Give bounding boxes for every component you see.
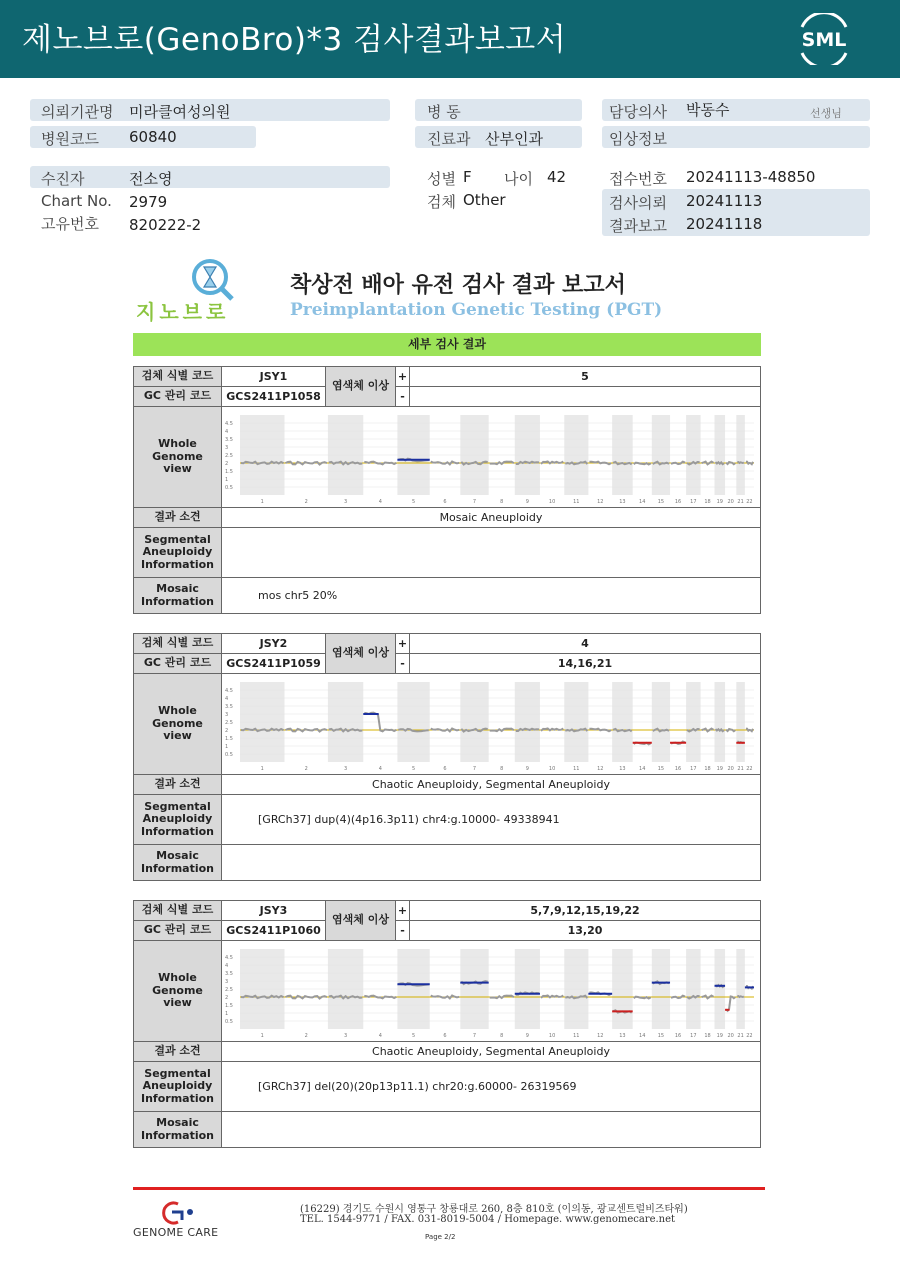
receipt-label: 접수번호 bbox=[609, 170, 667, 188]
sample-id-value: JSY1 bbox=[222, 367, 326, 386]
dept-label: 진료과 bbox=[427, 130, 471, 148]
y-tick-label: 4.5 bbox=[225, 955, 233, 961]
chart-no-value: 2979 bbox=[129, 193, 168, 211]
x-tick-label: 12 bbox=[597, 499, 604, 505]
x-tick-label: 3 bbox=[343, 766, 348, 772]
x-tick-label: 7 bbox=[472, 766, 477, 772]
x-tick-label: 21 bbox=[737, 1033, 744, 1039]
gc-code-value: GCS2411P1058 bbox=[222, 387, 326, 406]
x-tick-label: 6 bbox=[443, 766, 447, 772]
y-tick-label: 3.5 bbox=[225, 704, 233, 710]
copy-number-trace bbox=[541, 462, 563, 464]
section-title: 세부 검사 결과 bbox=[133, 333, 761, 356]
chart-no-label: Chart No. bbox=[41, 192, 112, 210]
doctor-suffix: 선생님 bbox=[810, 107, 842, 120]
copy-number-trace bbox=[541, 729, 563, 731]
copy-number-trace bbox=[589, 462, 611, 465]
x-tick-label: 3 bbox=[343, 499, 348, 505]
x-tick-label: 15 bbox=[657, 499, 665, 505]
x-tick-label: 1 bbox=[260, 499, 264, 505]
x-tick-label: 12 bbox=[597, 766, 604, 772]
gain-sign: + bbox=[396, 634, 410, 653]
ward-label: 병 동 bbox=[427, 103, 461, 121]
result-row bbox=[134, 1042, 760, 1062]
x-tick-label: 2 bbox=[304, 766, 308, 772]
x-tick-label: 22 bbox=[746, 1033, 753, 1039]
y-tick-label: 3 bbox=[225, 445, 229, 451]
mosaic-row bbox=[134, 578, 760, 613]
segmental-row bbox=[134, 1062, 760, 1112]
chromosome-abnormality-label: 염색체 이상 bbox=[326, 901, 396, 941]
x-tick-label: 13 bbox=[619, 766, 626, 772]
doctor-label: 담당의사 bbox=[609, 103, 667, 121]
x-tick-label: 11 bbox=[573, 766, 580, 772]
x-tick-label: 1 bbox=[260, 766, 264, 772]
x-tick-label: 22 bbox=[746, 499, 753, 505]
x-tick-label: 6 bbox=[443, 1033, 447, 1039]
hospital-code-label: 병원코드 bbox=[41, 130, 99, 148]
x-tick-label: 12 bbox=[597, 1033, 604, 1039]
x-tick-label: 1 bbox=[260, 1033, 264, 1039]
x-tick-label: 8 bbox=[500, 1033, 504, 1039]
y-tick-label: 3 bbox=[225, 979, 229, 985]
age-label: 나이 bbox=[504, 170, 533, 188]
copy-number-trace bbox=[541, 996, 563, 998]
sample-id-label: 검체 식별 코드 bbox=[134, 367, 222, 386]
copy-number-trace bbox=[364, 996, 396, 999]
gc-code-value: GCS2411P1060 bbox=[222, 921, 326, 940]
copy-number-trace bbox=[431, 729, 460, 732]
mosaic-row bbox=[134, 845, 760, 880]
x-tick-label: 19 bbox=[716, 766, 723, 772]
x-tick-label: 21 bbox=[737, 766, 744, 772]
genome-plot-svg bbox=[222, 941, 760, 1041]
report-date-value: 20241118 bbox=[686, 215, 763, 233]
gc-code-value: GCS2411P1059 bbox=[222, 654, 326, 673]
y-tick-label: 1.5 bbox=[225, 469, 233, 475]
copy-number-trace bbox=[746, 462, 753, 465]
x-tick-label: 16 bbox=[674, 766, 682, 772]
copy-number-trace bbox=[737, 996, 744, 997]
sample-id-label: 검체 식별 코드 bbox=[134, 901, 222, 920]
company-name: GENOME CARE bbox=[133, 1226, 219, 1239]
page-number: Page 2/2 bbox=[425, 1233, 456, 1241]
x-tick-label: 3 bbox=[343, 1033, 348, 1039]
y-tick-label: 1 bbox=[225, 477, 229, 483]
x-tick-label: 5 bbox=[411, 1033, 416, 1039]
result-value: Chaotic Aneuploidy, Segmental Aneuploidy bbox=[222, 1042, 760, 1061]
y-tick-label: 4.5 bbox=[225, 421, 233, 427]
y-tick-label: 2 bbox=[225, 995, 229, 1001]
x-tick-label: 17 bbox=[690, 499, 697, 505]
copy-number-trace bbox=[726, 997, 735, 1011]
y-tick-label: 4 bbox=[225, 963, 229, 969]
x-tick-label: 21 bbox=[737, 499, 744, 505]
sample-id-row bbox=[134, 367, 760, 387]
gc-code-label: GC 관리 코드 bbox=[134, 654, 222, 673]
y-tick-label: 1.5 bbox=[225, 736, 233, 742]
copy-number-trace bbox=[589, 729, 611, 732]
genome-plot bbox=[222, 941, 760, 1041]
x-tick-label: 9 bbox=[525, 766, 529, 772]
x-tick-label: 2 bbox=[304, 499, 308, 505]
genome-plot bbox=[222, 407, 760, 507]
gain-chromosomes: 5,7,9,12,15,19,22 bbox=[410, 901, 760, 920]
report-title: 착상전 배아 유전 검사 결과 보고서 bbox=[290, 273, 626, 298]
genome-view-row bbox=[134, 941, 760, 1042]
mosaic-label: Mosaic Information bbox=[134, 578, 222, 613]
segmental-value: [GRCh37] del(20)(20p13p11.1) chr20:g.60000- 26319569 bbox=[222, 1062, 760, 1111]
copy-number-trace bbox=[746, 729, 753, 732]
y-tick-label: 0.5 bbox=[225, 485, 233, 491]
genome-plot bbox=[222, 674, 760, 774]
gc-code-row bbox=[134, 921, 760, 941]
mosaic-label: Mosaic Information bbox=[134, 1112, 222, 1147]
gc-code-label: GC 관리 코드 bbox=[134, 921, 222, 940]
genome-view-row bbox=[134, 407, 760, 508]
footer-divider bbox=[133, 1187, 765, 1190]
chromosome-abnormality-label: 염색체 이상 bbox=[326, 634, 396, 674]
x-tick-label: 4 bbox=[378, 1033, 382, 1039]
y-tick-label: 2.5 bbox=[225, 720, 233, 726]
sample-table bbox=[133, 900, 761, 1148]
sample-id-value: JSY3 bbox=[222, 901, 326, 920]
sample-id-label: 검체 식별 코드 bbox=[134, 634, 222, 653]
x-tick-label: 18 bbox=[704, 1033, 711, 1039]
chromosome-abnormality-label: 염색체 이상 bbox=[326, 367, 396, 407]
footer-contact: TEL. 1544-9771 / FAX. 031-8019-5004 / Homepage. www.genomecare.net bbox=[300, 1214, 676, 1225]
x-tick-label: 19 bbox=[716, 1033, 723, 1039]
specimen-value: Other bbox=[463, 191, 506, 209]
x-tick-label: 5 bbox=[411, 766, 416, 772]
segmental-value: [GRCh37] dup(4)(4p16.3p11) chr4:g.10000- 49338941 bbox=[222, 795, 760, 844]
x-tick-label: 9 bbox=[525, 499, 529, 505]
y-tick-label: 4 bbox=[225, 429, 229, 435]
subject-value: 전소영 bbox=[129, 170, 173, 188]
subject-label: 수진자 bbox=[41, 170, 85, 188]
footer-address: (16229) 경기도 수원시 영통구 창룡대로 260, 8층 810호 (이의동, 광교센트럴비즈타워) bbox=[300, 1204, 688, 1215]
loss-chromosomes: 13,20 bbox=[410, 921, 760, 940]
x-tick-label: 16 bbox=[674, 1033, 682, 1039]
institution-value: 미라클여성의원 bbox=[129, 103, 231, 121]
y-tick-label: 2 bbox=[225, 461, 229, 467]
request-label: 검사의뢰 bbox=[609, 194, 667, 212]
copy-number-trace bbox=[431, 462, 460, 465]
x-tick-label: 20 bbox=[727, 1033, 734, 1039]
copy-number-trace bbox=[726, 462, 735, 464]
gc-code-row bbox=[134, 654, 760, 674]
receipt-value: 20241113-48850 bbox=[686, 168, 816, 186]
sex-value: F bbox=[463, 168, 472, 186]
result-label: 결과 소견 bbox=[134, 775, 222, 794]
result-row bbox=[134, 508, 760, 528]
gain-sign: + bbox=[396, 901, 410, 920]
segmental-row bbox=[134, 795, 760, 845]
y-tick-label: 2.5 bbox=[225, 453, 233, 459]
y-tick-label: 3 bbox=[225, 712, 229, 718]
segmental-label: Segmental Aneuploidy Information bbox=[134, 528, 222, 577]
copy-number-trace bbox=[737, 462, 744, 463]
x-tick-label: 17 bbox=[690, 1033, 697, 1039]
mosaic-row bbox=[134, 1112, 760, 1147]
doctor-value: 박동수 bbox=[686, 101, 730, 119]
gain-chromosomes: 5 bbox=[410, 367, 760, 386]
x-tick-label: 10 bbox=[548, 766, 556, 772]
y-tick-label: 1 bbox=[225, 744, 229, 750]
sample-table bbox=[133, 633, 761, 881]
genome-view-row bbox=[134, 674, 760, 775]
mosaic-value bbox=[222, 1112, 760, 1147]
gain-sign: + bbox=[396, 367, 410, 386]
x-tick-label: 15 bbox=[657, 766, 665, 772]
dept-value: 산부인과 bbox=[485, 130, 543, 148]
x-tick-label: 13 bbox=[619, 499, 626, 505]
x-tick-label: 15 bbox=[657, 1033, 665, 1039]
mosaic-value: mos chr5 20% bbox=[222, 578, 760, 613]
mosaic-label: Mosaic Information bbox=[134, 845, 222, 880]
x-tick-label: 14 bbox=[639, 1033, 646, 1039]
x-tick-label: 4 bbox=[378, 499, 382, 505]
y-tick-label: 1.5 bbox=[225, 1003, 233, 1009]
result-value: Mosaic Aneuploidy bbox=[222, 508, 760, 527]
y-tick-label: 0.5 bbox=[225, 752, 233, 758]
x-tick-label: 14 bbox=[639, 766, 646, 772]
x-tick-label: 9 bbox=[525, 1033, 529, 1039]
genome-view-label: Whole Genome view bbox=[134, 674, 222, 774]
x-tick-label: 8 bbox=[500, 766, 504, 772]
gc-code-label: GC 관리 코드 bbox=[134, 387, 222, 406]
segmental-label: Segmental Aneuploidy Information bbox=[134, 1062, 222, 1111]
report-subtitle: Preimplantation Genetic Testing (PGT) bbox=[290, 300, 663, 320]
hospital-code-value: 60840 bbox=[129, 128, 177, 146]
y-tick-label: 4 bbox=[225, 696, 229, 702]
genome-plot-svg bbox=[222, 407, 760, 507]
y-tick-label: 4.5 bbox=[225, 688, 233, 694]
gain-chromosomes: 4 bbox=[410, 634, 760, 653]
sample-id-row bbox=[134, 901, 760, 921]
sex-label: 성별 bbox=[427, 170, 456, 188]
x-tick-label: 11 bbox=[573, 1033, 580, 1039]
segmental-row bbox=[134, 528, 760, 578]
loss-sign: - bbox=[396, 654, 410, 673]
clinical-label: 임상정보 bbox=[609, 130, 667, 148]
x-tick-label: 18 bbox=[704, 499, 711, 505]
segmental-value bbox=[222, 528, 760, 577]
page-title: 제노브로(GenoBro)*3 검사결과보고서 bbox=[22, 22, 567, 58]
copy-number-trace bbox=[286, 729, 327, 732]
x-tick-label: 17 bbox=[690, 766, 697, 772]
x-tick-label: 10 bbox=[548, 1033, 556, 1039]
specimen-label: 검체 bbox=[427, 193, 456, 211]
x-tick-label: 7 bbox=[472, 499, 477, 505]
y-tick-label: 2 bbox=[225, 728, 229, 734]
y-tick-label: 0.5 bbox=[225, 1019, 233, 1025]
x-tick-label: 6 bbox=[443, 499, 447, 505]
report-header-bar bbox=[0, 0, 900, 78]
genobro-logo-text: 지노브로 bbox=[136, 300, 230, 324]
x-tick-label: 5 bbox=[411, 499, 416, 505]
loss-chromosomes bbox=[410, 387, 760, 406]
x-tick-label: 11 bbox=[573, 499, 580, 505]
x-tick-label: 22 bbox=[746, 766, 753, 772]
result-value: Chaotic Aneuploidy, Segmental Aneuploidy bbox=[222, 775, 760, 794]
loss-sign: - bbox=[396, 387, 410, 406]
copy-number-trace bbox=[364, 462, 396, 465]
segmental-label: Segmental Aneuploidy Information bbox=[134, 795, 222, 844]
age-value: 42 bbox=[547, 168, 567, 186]
sml-logo-text: SML bbox=[801, 29, 847, 51]
result-label: 결과 소견 bbox=[134, 1042, 222, 1061]
x-tick-label: 18 bbox=[704, 766, 711, 772]
genome-view-label: Whole Genome view bbox=[134, 941, 222, 1041]
y-tick-label: 1 bbox=[225, 1011, 229, 1017]
sample-id-row bbox=[134, 634, 760, 654]
x-tick-label: 16 bbox=[674, 499, 682, 505]
copy-number-trace bbox=[286, 462, 327, 465]
x-tick-label: 4 bbox=[378, 766, 382, 772]
loss-chromosomes: 14,16,21 bbox=[410, 654, 760, 673]
gc-code-row bbox=[134, 387, 760, 407]
x-tick-label: 19 bbox=[716, 499, 723, 505]
x-tick-label: 20 bbox=[727, 499, 734, 505]
copy-number-trace bbox=[431, 996, 460, 999]
copy-number-trace bbox=[726, 729, 735, 731]
x-tick-label: 10 bbox=[548, 499, 556, 505]
sample-id-value: JSY2 bbox=[222, 634, 326, 653]
mosaic-value bbox=[222, 845, 760, 880]
x-tick-label: 7 bbox=[472, 1033, 477, 1039]
x-tick-label: 8 bbox=[500, 499, 504, 505]
unique-no-value: 820222-2 bbox=[129, 216, 202, 234]
unique-no-label: 고유번호 bbox=[41, 215, 99, 233]
copy-number-trace bbox=[286, 996, 327, 999]
genome-plot-svg bbox=[222, 674, 760, 774]
x-tick-label: 13 bbox=[619, 1033, 626, 1039]
request-value: 20241113 bbox=[686, 192, 763, 210]
loss-sign: - bbox=[396, 921, 410, 940]
y-tick-label: 3.5 bbox=[225, 437, 233, 443]
institution-label: 의뢰기관명 bbox=[41, 103, 114, 121]
y-tick-label: 3.5 bbox=[225, 971, 233, 977]
result-row bbox=[134, 775, 760, 795]
x-tick-label: 2 bbox=[304, 1033, 308, 1039]
x-tick-label: 14 bbox=[639, 499, 646, 505]
report-date-label: 결과보고 bbox=[609, 217, 667, 235]
sml-logo bbox=[796, 13, 852, 65]
x-tick-label: 20 bbox=[727, 766, 734, 772]
genome-view-label: Whole Genome view bbox=[134, 407, 222, 507]
y-tick-label: 2.5 bbox=[225, 987, 233, 993]
result-label: 결과 소견 bbox=[134, 508, 222, 527]
sample-table bbox=[133, 366, 761, 614]
